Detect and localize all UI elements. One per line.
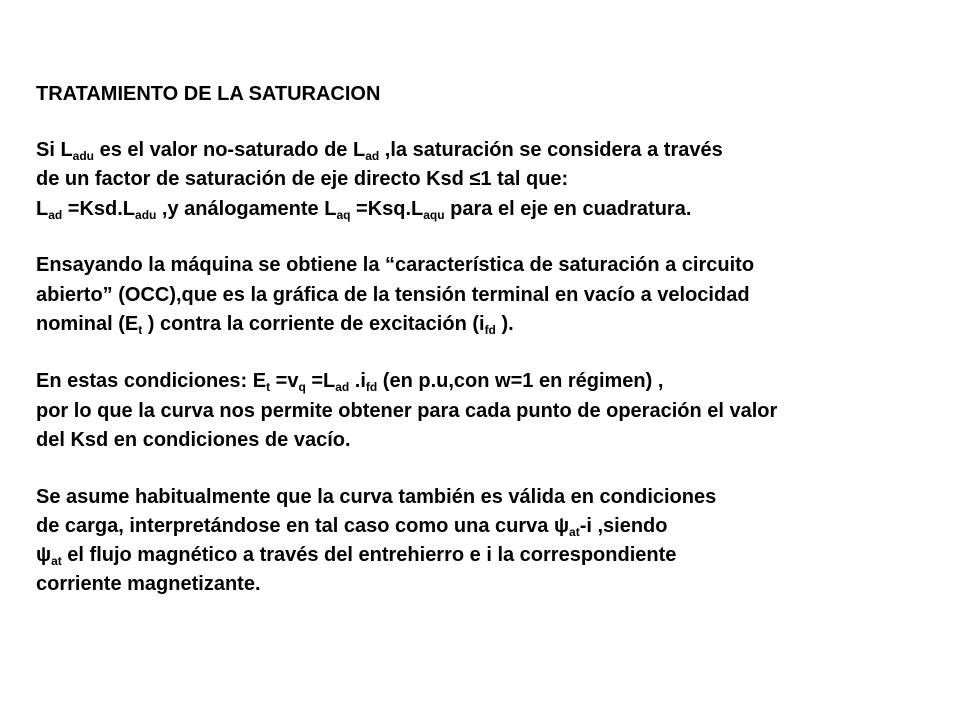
- subscript: ad: [48, 208, 63, 222]
- paragraph-4-line-1: [36, 485, 716, 509]
- text-segment: nominal (E: [36, 313, 139, 335]
- subscript: fd: [484, 323, 496, 337]
- text-segment: el flujo magnético a través del entrehierro e i la correspondiente: [61, 544, 677, 566]
- text-segment: (en p.u,con w=1 en régimen) ,: [377, 370, 664, 392]
- text-segment: En estas condiciones: E: [36, 370, 267, 392]
- paragraph-1-line-3: [36, 197, 691, 221]
- text-segment: por lo que la curva nos permite obtener para cada punto de operación el valor: [36, 400, 778, 422]
- paragraph-2-line-1: [36, 253, 754, 277]
- text-segment: L: [36, 198, 49, 220]
- text-segment: ,y análogamente L: [156, 198, 337, 220]
- text-segment: =L: [305, 370, 336, 392]
- subscript: at: [569, 525, 580, 539]
- paragraph-4-line-4: [36, 572, 261, 596]
- text-segment: Se asume habitualmente que la curva también es válida en condiciones: [36, 486, 717, 508]
- subscript: aq: [336, 208, 351, 222]
- text-segment: =Ksq.L: [350, 198, 424, 220]
- subscript: adu: [72, 149, 95, 163]
- subscript: t: [266, 380, 271, 394]
- text-segment: -i ,siendo: [579, 515, 668, 537]
- paragraph-1-line-2: [36, 167, 568, 191]
- subscript: fd: [365, 380, 378, 394]
- subscript: q: [298, 380, 306, 394]
- text-segment: Ensayando la máquina se obtiene la “característica de saturación a circuito: [36, 254, 755, 276]
- text-segment: para el eje en cuadratura.: [444, 198, 692, 220]
- paragraph-3-line-1: [36, 369, 663, 393]
- paragraph-1-line-1: [36, 138, 723, 162]
- text-segment: ,la saturación se considera a través: [379, 139, 723, 161]
- paragraph-4-line-2: [36, 514, 668, 538]
- subscript: adu: [135, 208, 157, 222]
- text-segment: =Ksd.L: [62, 198, 136, 220]
- text-segment: =v: [270, 370, 299, 392]
- paragraph-4-line-3: [36, 543, 676, 567]
- text-segment: .i: [349, 370, 366, 392]
- text-segment: de un factor de saturación de eje directo Ksd ≤1 tal que:: [36, 168, 569, 190]
- text-segment: ψ: [36, 544, 52, 566]
- text-segment: de carga, interpretándose en tal caso como una curva ψ: [36, 515, 570, 537]
- text-segment: del Ksd en condiciones de vacío.: [36, 429, 351, 451]
- subscript: t: [138, 323, 143, 337]
- paragraph-3-line-3: [36, 428, 351, 452]
- paragraph-2-line-2: [36, 283, 750, 307]
- slide-title: TRATAMIENTO DE LA SATURACION: [36, 83, 381, 105]
- paragraph-2-line-3: [36, 312, 514, 336]
- subscript: aqu: [423, 208, 445, 222]
- subscript: ad: [365, 149, 380, 163]
- text-segment: abierto” (OCC),que es la gráfica de la tensión terminal en vacío a velocidad: [36, 284, 750, 306]
- paragraph-3-line-2: [36, 399, 777, 423]
- subscript: ad: [335, 380, 350, 394]
- text-segment: corriente magnetizante.: [36, 573, 261, 595]
- text-segment: ).: [495, 313, 514, 335]
- text-segment: es el valor no-saturado de L: [94, 139, 366, 161]
- text-segment: ) contra la corriente de excitación (i: [142, 313, 485, 335]
- subscript: at: [51, 554, 62, 568]
- text-segment: Si L: [36, 139, 73, 161]
